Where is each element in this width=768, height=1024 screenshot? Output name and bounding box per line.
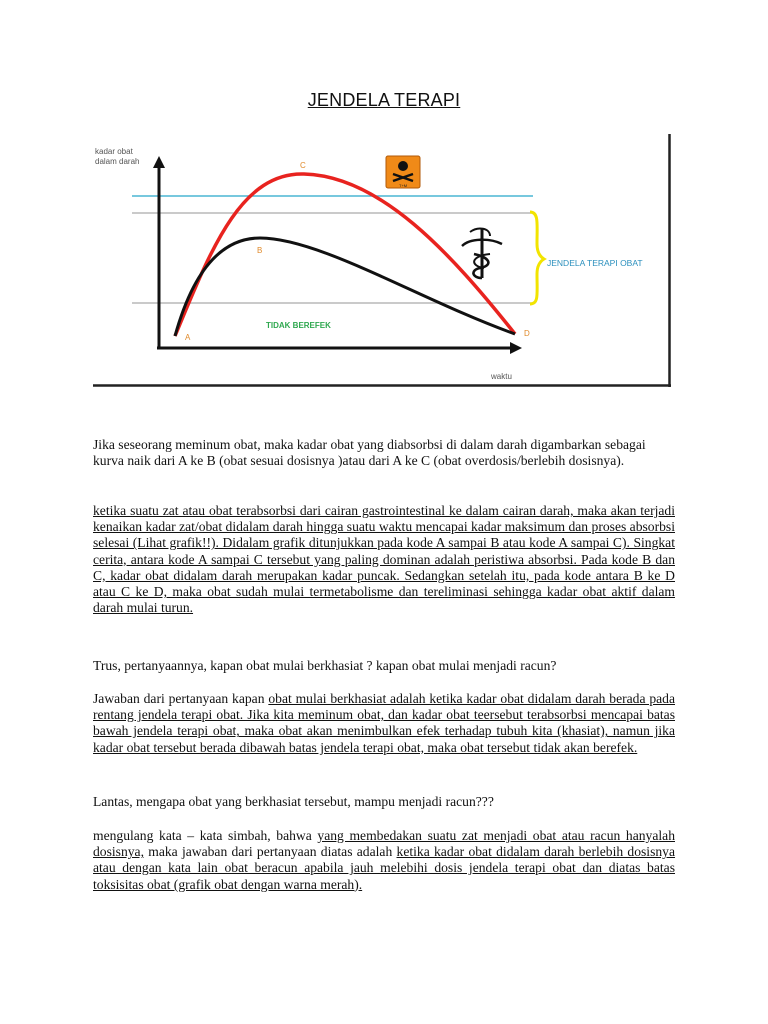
toxic-sign-text: T+M — [399, 183, 408, 188]
paragraph-5: Lantas, mengapa obat yang berkhasiat tersebut, mampu menjadi racun??? — [93, 794, 494, 809]
paragraph-1: Jika seseorang meminum obat, maka kadar obat yang diabsorbsi di dalam darah digambarkan sebagai kurva naik dari A ke B (obat sesuai dosisnya )atau dari A ke C (obat overdosis/berlebih dosisnya). — [93, 437, 646, 469]
page-title: JENDELA TERAPI — [307, 90, 461, 110]
paragraph-6-text-1: mengulang kata – kata simbah, bahwa — [93, 828, 318, 843]
y-axis-label-line2: dalam darah — [95, 157, 140, 166]
paragraph-2: ketika suatu zat atau obat terabsorbsi dari cairan gastrointestinal ke dalam cairan darah, maka akan terjadi kenaikan kadar zat/obat didalam darah hingga suatu waktu mencapai kadar maksimum dan proses absorbsi selesai (Lihat grafik!!). Didalam grafik ditunjukkan pada kode A sampai B atau kode A sampai C). Singkat cerita, antara kode A sampai C tersebut yang paling dominan adalah peristiwa absorbsi. Pada kode B dan C, kadar obat didalam darah merupakan kadar puncak. Sedangkan setelah itu, pada kode antara B ke D atau C ke D, maka obat sudah mulai termetabolisme dan tereliminasi sehingga kadar obat aktif dalam darah mulai turun. — [93, 503, 675, 616]
paragraph-4-underlined: obat mulai berkhasiat adalah ketika kadar obat didalam darah berada pada rentang jendela terapi obat. Jika kita meminum obat, dan kadar obat teersebut terabsorbsi mencapai batas bawah jendela terapi obat, maka obat akan menimbulkan efek terhadap tubuh kita (khasiat), namun jika kadar obat tersebut berada dibawah batas jendela terapi obat, maka obat tersebut tidak akan berefek. — [93, 691, 675, 755]
paragraph-6-underlined-2: ketika kadar obat didalam darah berlebih dosisnya atau dengan kata lain obat beracun apabila jauh melebihi dosis jendela terapi obat dan diatas batas toksisitas obat (grafik obat dengan warna merah). — [93, 844, 676, 892]
paragraph-4-text: Jawaban dari pertanyaan kapan — [93, 691, 269, 706]
point-c-label: C — [300, 161, 306, 170]
paragraph-3: Trus, pertanyaannya, kapan obat mulai berkhasiat ? kapan obat mulai menjadi racun? — [93, 658, 557, 673]
paragraph-6-text-2: maka jawaban dari pertanyaan diatas adalah — [143, 844, 397, 860]
no-effect-label: TIDAK BEREFEK — [266, 321, 331, 330]
x-axis-label: waktu — [491, 372, 512, 381]
paragraph-6 — [93, 828, 675, 893]
therapeutic-window-figure — [90, 132, 672, 388]
paragraph-4 — [93, 691, 675, 756]
y-axis-label-line1: kadar obat — [95, 147, 133, 156]
point-b-label: B — [257, 246, 263, 255]
therapy-window-label: JENDELA TERAPI OBAT — [547, 258, 643, 268]
point-d-label: D — [524, 329, 530, 338]
point-a-label: A — [185, 333, 191, 342]
paragraph-6-underlined-1: yang membedakan suatu zat menjadi obat atau racun hanyalah dosisnya, — [93, 828, 675, 860]
